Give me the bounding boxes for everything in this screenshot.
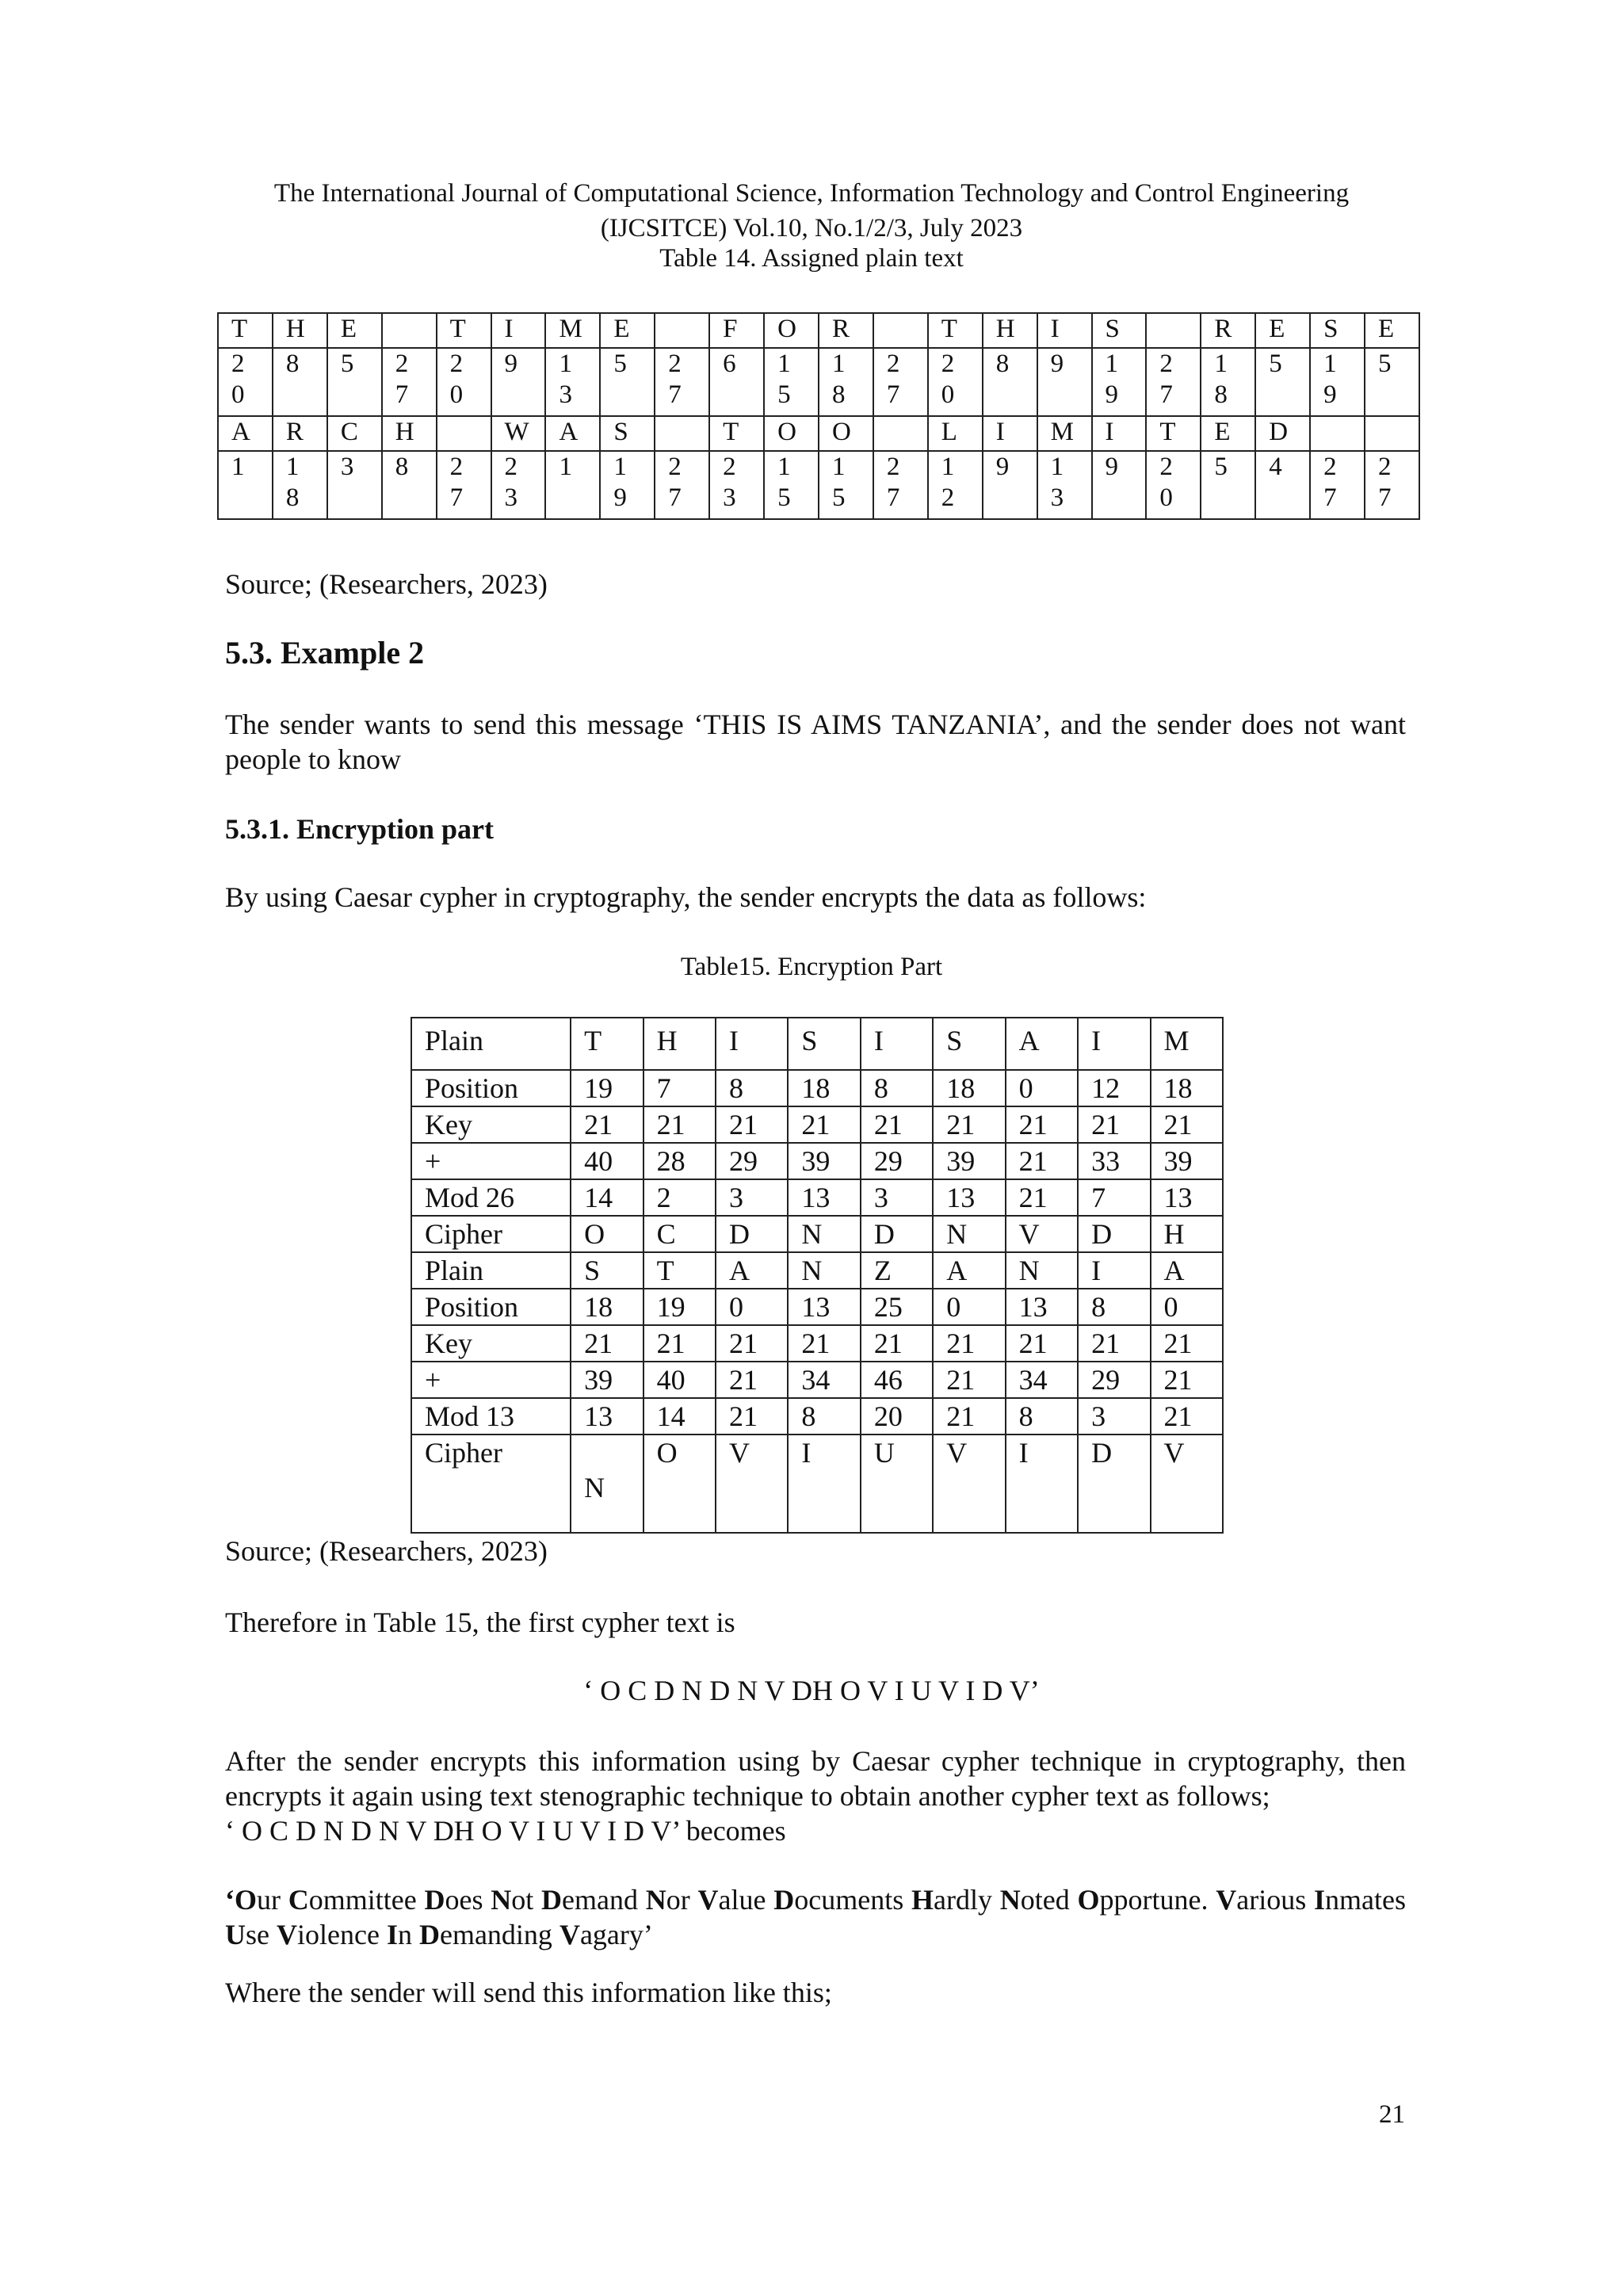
stego-initial: V <box>1216 1884 1237 1916</box>
table15-row <box>411 1398 1223 1435</box>
table14-source: Source; (Researchers, 2023) <box>225 568 548 600</box>
table14-cell: 9 <box>1092 451 1147 519</box>
table15-cell: U <box>861 1435 933 1533</box>
table15-cell: T <box>571 1018 643 1070</box>
stego-word-rest: alue <box>718 1884 774 1916</box>
table14-cell: 9 <box>983 451 1037 519</box>
stego-word-rest: or <box>666 1884 698 1916</box>
table15-row <box>411 1106 1223 1143</box>
table15-cell: 18 <box>933 1070 1005 1106</box>
table15-row-label: + <box>411 1143 571 1179</box>
table15-cell: D <box>1078 1435 1150 1533</box>
table14-cell: 1 5 <box>819 451 873 519</box>
table15-cell: H <box>1151 1216 1223 1252</box>
table15-cell: 34 <box>788 1362 860 1398</box>
stego-word-rest: n <box>397 1919 419 1950</box>
table15-cell: I <box>861 1018 933 1070</box>
table14-cell: 2 3 <box>709 451 764 519</box>
table15-cell: 21 <box>1006 1325 1078 1362</box>
table14-cell <box>1365 416 1419 451</box>
table14-cell: 2 7 <box>1146 348 1201 416</box>
table14-row <box>218 416 1419 451</box>
after-text: After the sender encrypts this information using by Caesar cypher technique in cryptography, then encrypts it again using text stenographic technique to obtain another cypher text as follows; <box>225 1745 1406 1812</box>
table15-cell: N <box>571 1435 643 1533</box>
table14-cell: E <box>1255 313 1310 348</box>
table14-cell: 3 <box>327 451 382 519</box>
table15-cell: 8 <box>1078 1289 1150 1325</box>
table14-cell: 9 <box>491 348 546 416</box>
table15-cell: 21 <box>716 1398 788 1435</box>
table14-cell: 8 <box>382 451 437 519</box>
table15-cell: 39 <box>571 1362 643 1398</box>
table15-row <box>411 1435 1223 1533</box>
stego-word-rest: ocuments <box>794 1884 911 1916</box>
table14-cell <box>437 416 491 451</box>
table15-cell: 13 <box>788 1179 860 1216</box>
table14-row <box>218 313 1419 348</box>
table15-cell: 21 <box>933 1398 1005 1435</box>
table15-row-label: Cipher <box>411 1216 571 1252</box>
table14-cell: I <box>1092 416 1147 451</box>
where-paragraph: Where the sender will send this information like this; <box>225 1977 832 2008</box>
table15-cell: 21 <box>861 1325 933 1362</box>
stego-word-rest: emanding <box>439 1919 559 1950</box>
stego-initial: V <box>277 1919 297 1950</box>
stego-word-rest: ommittee <box>308 1884 425 1916</box>
table15-cell: S <box>571 1252 643 1289</box>
table15-cell: 18 <box>788 1070 860 1106</box>
table15-cell: 21 <box>933 1362 1005 1398</box>
table15-cell: 34 <box>1006 1362 1078 1398</box>
table15-cell: 19 <box>643 1289 716 1325</box>
table14-cell: S <box>1310 313 1365 348</box>
table14-cell: T <box>1146 416 1201 451</box>
table15-cell: I <box>788 1435 860 1533</box>
table15-row-label: Plain <box>411 1018 571 1070</box>
stego-word-rest: ot <box>511 1884 542 1916</box>
table15-cell: 3 <box>1078 1398 1150 1435</box>
stego-word-rest: se <box>246 1919 277 1950</box>
table15-cell: N <box>788 1216 860 1252</box>
table15-row-label: Mod 26 <box>411 1179 571 1216</box>
table15-cell: 7 <box>1078 1179 1150 1216</box>
stego-initial: D <box>424 1884 445 1916</box>
table15-cell: 40 <box>643 1362 716 1398</box>
journal-title-line: The International Journal of Computational Science, Information Technology and Control Engineering <box>273 179 1350 208</box>
table15-row <box>411 1289 1223 1325</box>
table14-cell: 1 <box>218 451 273 519</box>
table15-row-label: Plain <box>411 1252 571 1289</box>
stego-word-rest: agary’ <box>579 1919 653 1950</box>
table15-encryption-part <box>411 1017 1224 1534</box>
table14-cell: O <box>764 416 819 451</box>
table14-cell: 5 <box>1255 348 1310 416</box>
table15-cell: Z <box>861 1252 933 1289</box>
stego-word-rest: nmates <box>1325 1884 1406 1916</box>
table14-caption: Table 14. Assigned plain text <box>659 244 964 273</box>
table15-cell: D <box>861 1216 933 1252</box>
table15-cell: 21 <box>716 1325 788 1362</box>
table15-cell: 21 <box>643 1106 716 1143</box>
table15-row <box>411 1179 1223 1216</box>
table14-cell: 5 <box>1365 348 1419 416</box>
table15-cell: 8 <box>716 1070 788 1106</box>
table15-cell: 20 <box>861 1398 933 1435</box>
table15-cell: 21 <box>1078 1106 1150 1143</box>
table15-cell: 14 <box>643 1398 716 1435</box>
cipher-text-line: ‘ O C D N D N V DH O V I U V I D V’ <box>583 1675 1040 1706</box>
table15-cell: I <box>1078 1018 1150 1070</box>
table14-cell: 1 9 <box>1310 348 1365 416</box>
becomes-text: ‘ O C D N D N V DH O V I U V I D V’ becomes <box>225 1815 786 1847</box>
table15-cell: V <box>1006 1216 1078 1252</box>
table14-cell: 4 <box>1255 451 1310 519</box>
stego-word-rest: arious <box>1236 1884 1314 1916</box>
stego-initial: O <box>1077 1884 1100 1916</box>
stego-initial: D <box>418 1919 440 1950</box>
table14-cell: 1 8 <box>1201 348 1255 416</box>
stego-word-rest: ardly <box>934 1884 1000 1916</box>
stego-initial: V <box>559 1919 580 1950</box>
table14-cell: 6 <box>709 348 764 416</box>
table15-cell: 21 <box>1151 1325 1223 1362</box>
table15-row <box>411 1070 1223 1106</box>
table14-cell: S <box>600 416 655 451</box>
table15-cell: 18 <box>1151 1070 1223 1106</box>
table15-cell: S <box>933 1018 1005 1070</box>
table15-cell: 21 <box>788 1325 860 1362</box>
table15-cell: 39 <box>788 1143 860 1179</box>
table14-cell: D <box>1255 416 1310 451</box>
table15-row-label: + <box>411 1362 571 1398</box>
table14-cell <box>655 313 709 348</box>
table15-cell: N <box>1006 1252 1078 1289</box>
table14-cell: 1 <box>545 451 600 519</box>
table15-cell: A <box>716 1252 788 1289</box>
table15-cell: 21 <box>1006 1143 1078 1179</box>
table14-cell: E <box>600 313 655 348</box>
table14-cell: C <box>327 416 382 451</box>
table14-cell: 1 3 <box>1037 451 1092 519</box>
table15-cell: A <box>1151 1252 1223 1289</box>
table15-cell: 28 <box>643 1143 716 1179</box>
table15-cell: 21 <box>571 1106 643 1143</box>
table15-cell: I <box>1078 1252 1150 1289</box>
table15-cell: N <box>933 1216 1005 1252</box>
stego-initial: D <box>773 1884 795 1916</box>
table14-cell: H <box>273 313 327 348</box>
table14-cell: H <box>382 416 437 451</box>
table15-row <box>411 1252 1223 1289</box>
table14-cell: T <box>218 313 273 348</box>
table15-cell: 0 <box>716 1289 788 1325</box>
table15-cell: 0 <box>933 1289 1005 1325</box>
table15-cell: S <box>788 1018 860 1070</box>
stego-word-rest: emand <box>562 1884 646 1916</box>
table15-cell: 21 <box>933 1106 1005 1143</box>
table15-row-label: Key <box>411 1106 571 1143</box>
table15-cell: M <box>1151 1018 1223 1070</box>
stego-initial: D <box>541 1884 563 1916</box>
table15-cell: 29 <box>861 1143 933 1179</box>
table14-cell: S <box>1092 313 1147 348</box>
table14-cell: 1 5 <box>764 451 819 519</box>
table15-cell: 8 <box>788 1398 860 1435</box>
table14-cell: L <box>928 416 983 451</box>
table14-cell: W <box>491 416 546 451</box>
stego-word-rest: pportune. <box>1099 1884 1216 1916</box>
table14-cell: E <box>1201 416 1255 451</box>
table14-cell: O <box>764 313 819 348</box>
table15-cell: 19 <box>571 1070 643 1106</box>
journal-header <box>0 176 1623 246</box>
section-heading: 5.3. Example 2 <box>225 635 425 670</box>
table15-cell: 21 <box>788 1106 860 1143</box>
table14-cell: E <box>327 313 382 348</box>
table14-cell: 1 8 <box>819 348 873 416</box>
table15-row-label: Key <box>411 1325 571 1362</box>
table15-cell: 8 <box>861 1070 933 1106</box>
table15-cell: 8 <box>1006 1398 1078 1435</box>
table14-cell: 2 7 <box>382 348 437 416</box>
table14-cell: H <box>983 313 1037 348</box>
table15-cell: 21 <box>1006 1179 1078 1216</box>
stego-word-rest: iolence <box>297 1919 387 1950</box>
after-paragraph <box>225 1744 1406 1848</box>
table14-cell: T <box>709 416 764 451</box>
table14-cell: 1 2 <box>928 451 983 519</box>
journal-volume-line: (IJCSITCE) Vol.10, No.1/2/3, July 2023 <box>600 214 1023 243</box>
stego-word-rest: oes <box>445 1884 491 1916</box>
table14-cell <box>873 416 928 451</box>
table14-cell: F <box>709 313 764 348</box>
encryption-intro: By using Caesar cypher in cryptography, the sender encrypts the data as follows: <box>225 881 1147 913</box>
table15-cell: I <box>716 1018 788 1070</box>
table15-cell: 29 <box>716 1143 788 1179</box>
table14-cell: 2 7 <box>1310 451 1365 519</box>
stego-initial: V <box>697 1884 719 1916</box>
table14-cell: 1 5 <box>764 348 819 416</box>
table15-cell: 0 <box>1151 1289 1223 1325</box>
stego-initial: H <box>911 1884 934 1916</box>
table15-cell: 39 <box>1151 1143 1223 1179</box>
table14-cell: 5 <box>1201 451 1255 519</box>
stego-initial: N <box>645 1884 666 1916</box>
table14-cell: 8 <box>983 348 1037 416</box>
stego-initial: ‘O <box>225 1884 257 1916</box>
table15-row-label: Position <box>411 1070 571 1106</box>
stego-initial: C <box>288 1884 309 1916</box>
table15-cell: 21 <box>933 1325 1005 1362</box>
table15-cell: 18 <box>571 1289 643 1325</box>
table15-cell: 21 <box>1006 1106 1078 1143</box>
table15-row <box>411 1216 1223 1252</box>
table15-cell: 21 <box>1151 1398 1223 1435</box>
table15-cell: 13 <box>1006 1289 1078 1325</box>
table15-cell: V <box>1151 1435 1223 1533</box>
table14-cell <box>382 313 437 348</box>
table15-cell: O <box>571 1216 643 1252</box>
table14-cell <box>873 313 928 348</box>
table14-cell <box>1146 313 1201 348</box>
table14-cell: 2 0 <box>218 348 273 416</box>
table14-cell: A <box>545 416 600 451</box>
table15-cell: 13 <box>1151 1179 1223 1216</box>
stego-word-rest: oted <box>1020 1884 1078 1916</box>
table15-cell: I <box>1006 1435 1078 1533</box>
page-number: 21 <box>1379 2100 1405 2129</box>
table15-row-label: Cipher <box>411 1435 571 1533</box>
table14-cell: 2 7 <box>1365 451 1419 519</box>
subsection-heading: 5.3.1. Encryption part <box>225 813 495 845</box>
stego-initial: I <box>386 1919 398 1950</box>
table14-cell: I <box>1037 313 1092 348</box>
table14-cell: I <box>983 416 1037 451</box>
table15-cell: 21 <box>1151 1362 1223 1398</box>
table14-cell: 8 <box>273 348 327 416</box>
table14-cell: 1 3 <box>545 348 600 416</box>
table15-cell: 46 <box>861 1362 933 1398</box>
table14-cell: E <box>1365 313 1419 348</box>
table14-cell: R <box>1201 313 1255 348</box>
table15-cell: V <box>933 1435 1005 1533</box>
table15-cell: O <box>643 1435 716 1533</box>
table15-row-label: Mod 13 <box>411 1398 571 1435</box>
stego-initial: N <box>999 1884 1021 1916</box>
table14-cell: M <box>545 313 600 348</box>
table15-row <box>411 1362 1223 1398</box>
table15-cell: 0 <box>1006 1070 1078 1106</box>
table15-cell: N <box>788 1252 860 1289</box>
table14-cell: 2 7 <box>873 348 928 416</box>
table15-row <box>411 1018 1223 1070</box>
table14-row <box>218 451 1419 519</box>
table14-cell: 2 7 <box>437 451 491 519</box>
table15-cell: A <box>1006 1018 1078 1070</box>
table14-cell: 2 7 <box>655 451 709 519</box>
table14-cell: A <box>218 416 273 451</box>
table14-cell: 1 8 <box>273 451 327 519</box>
table15-cell: 39 <box>933 1143 1005 1179</box>
stego-initial: N <box>491 1884 512 1916</box>
table14-cell <box>655 416 709 451</box>
stego-sentence <box>225 1882 1406 1952</box>
table14-row <box>218 348 1419 416</box>
table14-cell: 2 0 <box>437 348 491 416</box>
table15-cell: V <box>716 1435 788 1533</box>
table14-cell: I <box>491 313 546 348</box>
table14-cell: 5 <box>600 348 655 416</box>
table14-cell: 2 0 <box>928 348 983 416</box>
table14-cell: 2 3 <box>491 451 546 519</box>
table14-cell: T <box>928 313 983 348</box>
table15-cell: 13 <box>933 1179 1005 1216</box>
table15-cell: 21 <box>716 1362 788 1398</box>
table14-cell: T <box>437 313 491 348</box>
table15-cell: A <box>933 1252 1005 1289</box>
table14-cell: 2 7 <box>655 348 709 416</box>
table15-cell: H <box>643 1018 716 1070</box>
table15-cell: D <box>1078 1216 1150 1252</box>
table14-cell: R <box>819 313 873 348</box>
table15-cell: 2 <box>643 1179 716 1216</box>
table15-cell: T <box>643 1252 716 1289</box>
table15-cell: 13 <box>571 1398 643 1435</box>
table15-cell: 13 <box>788 1289 860 1325</box>
table14-cell: 1 9 <box>1092 348 1147 416</box>
stego-initial: I <box>1314 1884 1326 1916</box>
table15-row <box>411 1143 1223 1179</box>
table14-assigned-plain-text <box>217 312 1420 520</box>
table15-cell: 21 <box>643 1325 716 1362</box>
table15-cell: 25 <box>861 1289 933 1325</box>
table15-cell: 12 <box>1078 1070 1150 1106</box>
table14-cell: O <box>819 416 873 451</box>
table15-cell: 21 <box>1078 1325 1150 1362</box>
table15-cell: D <box>716 1216 788 1252</box>
table14-cell: M <box>1037 416 1092 451</box>
table14-cell: 1 9 <box>600 451 655 519</box>
table14-cell: 2 7 <box>873 451 928 519</box>
table15-cell: 21 <box>1151 1106 1223 1143</box>
table15-cell: 29 <box>1078 1362 1150 1398</box>
table15-cell: 33 <box>1078 1143 1150 1179</box>
stego-initial: U <box>225 1919 246 1950</box>
table14-cell: R <box>273 416 327 451</box>
table15-cell: C <box>643 1216 716 1252</box>
stego-word-rest: ur <box>257 1884 288 1916</box>
table15-cell: 21 <box>571 1325 643 1362</box>
table15-cell: 7 <box>643 1070 716 1106</box>
table15-row <box>411 1325 1223 1362</box>
table15-cell: 21 <box>861 1106 933 1143</box>
table15-source: Source; (Researchers, 2023) <box>225 1535 548 1567</box>
table15-cell: 21 <box>716 1106 788 1143</box>
table15-caption: Table15. Encryption Part <box>680 953 943 981</box>
table14-cell: 9 <box>1037 348 1092 416</box>
table15-cell: 3 <box>861 1179 933 1216</box>
therefore-paragraph: Therefore in Table 15, the first cypher text is <box>225 1606 735 1638</box>
table14-cell <box>1310 416 1365 451</box>
example-paragraph: The sender wants to send this message ‘THIS IS AIMS TANZANIA’, and the sender does not want people to know <box>225 709 1406 775</box>
table15-cell: 14 <box>571 1179 643 1216</box>
table15-cell: 3 <box>716 1179 788 1216</box>
table14-cell: 2 0 <box>1146 451 1201 519</box>
table15-row-label: Position <box>411 1289 571 1325</box>
table15-cell: 40 <box>571 1143 643 1179</box>
table14-cell: 5 <box>327 348 382 416</box>
